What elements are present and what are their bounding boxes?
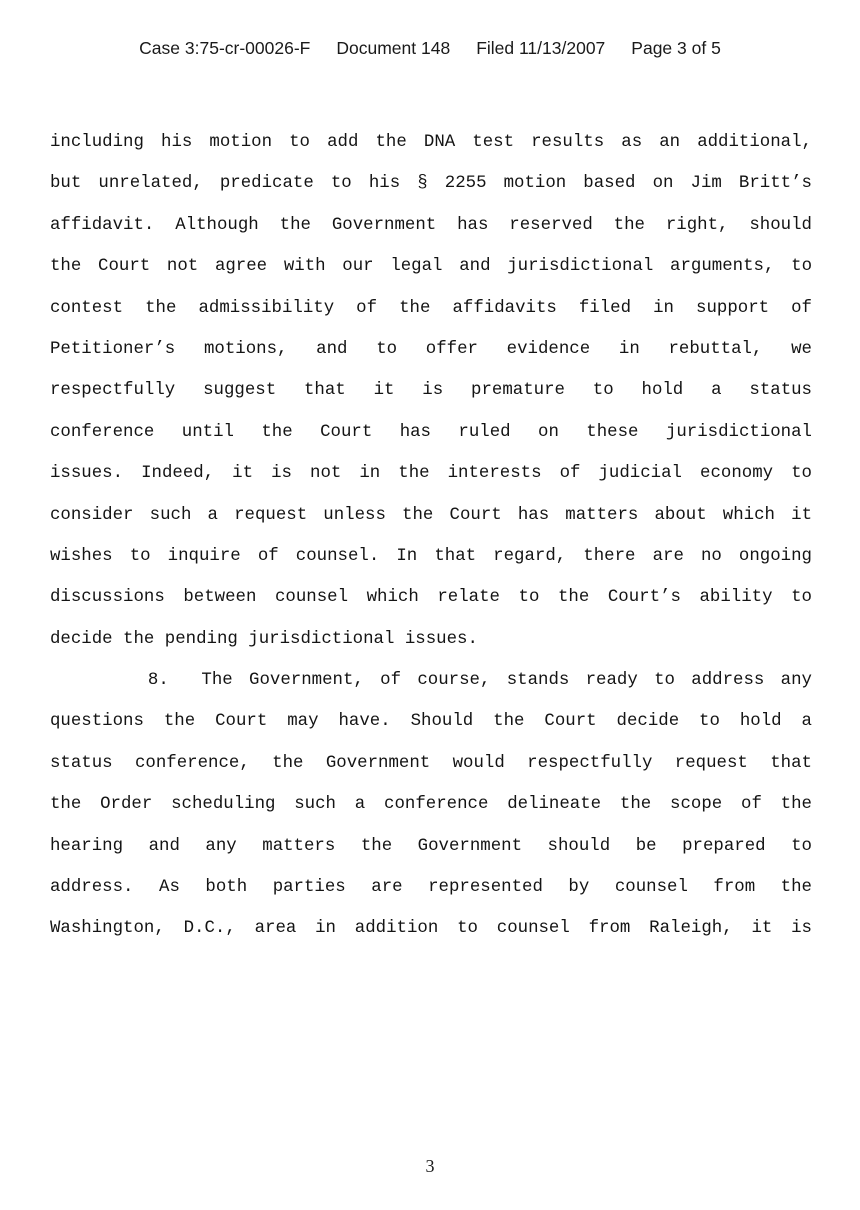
body-text bbox=[50, 128, 812, 956]
text-line: hearing and any matters the Government should be prepared to bbox=[50, 836, 812, 856]
text-line: the Order scheduling such a conference delineate the scope of the bbox=[50, 795, 812, 815]
text-line: conference until the Court has ruled on these jurisdictional bbox=[50, 422, 812, 442]
text-line: affidavit. Although the Government has reserved the right, should bbox=[50, 215, 812, 235]
page-indicator: Page 3 of 5 bbox=[631, 38, 721, 58]
text-line: status conference, the Government would respectfully request that bbox=[50, 753, 812, 773]
text-line: questions the Court may have. Should the Court decide to hold a bbox=[50, 712, 812, 732]
text-line: consider such a request unless the Court has matters about which it bbox=[50, 505, 812, 525]
text-line: address. As both parties are represented by counsel from the bbox=[50, 878, 812, 898]
page-number: 3 bbox=[425, 1156, 435, 1176]
case-number: Case 3:75-cr-00026-F bbox=[139, 38, 311, 58]
document-header bbox=[0, 38, 860, 59]
text-line: contest the admissibility of the affidavits filed in support of bbox=[50, 298, 812, 318]
text-line: but unrelated, predicate to his § 2255 motion based on Jim Britt’s bbox=[50, 174, 812, 194]
filed-date: Filed 11/13/2007 bbox=[476, 38, 606, 58]
text-line: respectfully suggest that it is premature to hold a status bbox=[50, 381, 812, 401]
text-line: Washington, D.C., area in addition to counsel from Raleigh, it is bbox=[50, 919, 812, 939]
text-line: Petitioner’s motions, and to offer evidence in rebuttal, we bbox=[50, 339, 812, 359]
text-line: decide the pending jurisdictional issues. bbox=[50, 629, 478, 649]
paragraph-8-first-line: 8. The Government, of course, stands ready to address any bbox=[50, 671, 812, 691]
document-number: Document 148 bbox=[336, 38, 451, 58]
text-line: including his motion to add the DNA test results as an additional, bbox=[50, 133, 812, 152]
text-line: issues. Indeed, it is not in the interests of judicial economy to bbox=[50, 464, 812, 484]
text-line: the Court not agree with our legal and jurisdictional arguments, to bbox=[50, 257, 812, 277]
text-line: discussions between counsel which relate to the Court’s ability to bbox=[50, 588, 812, 608]
text-line: wishes to inquire of counsel. In that regard, there are no ongoing bbox=[50, 546, 812, 566]
